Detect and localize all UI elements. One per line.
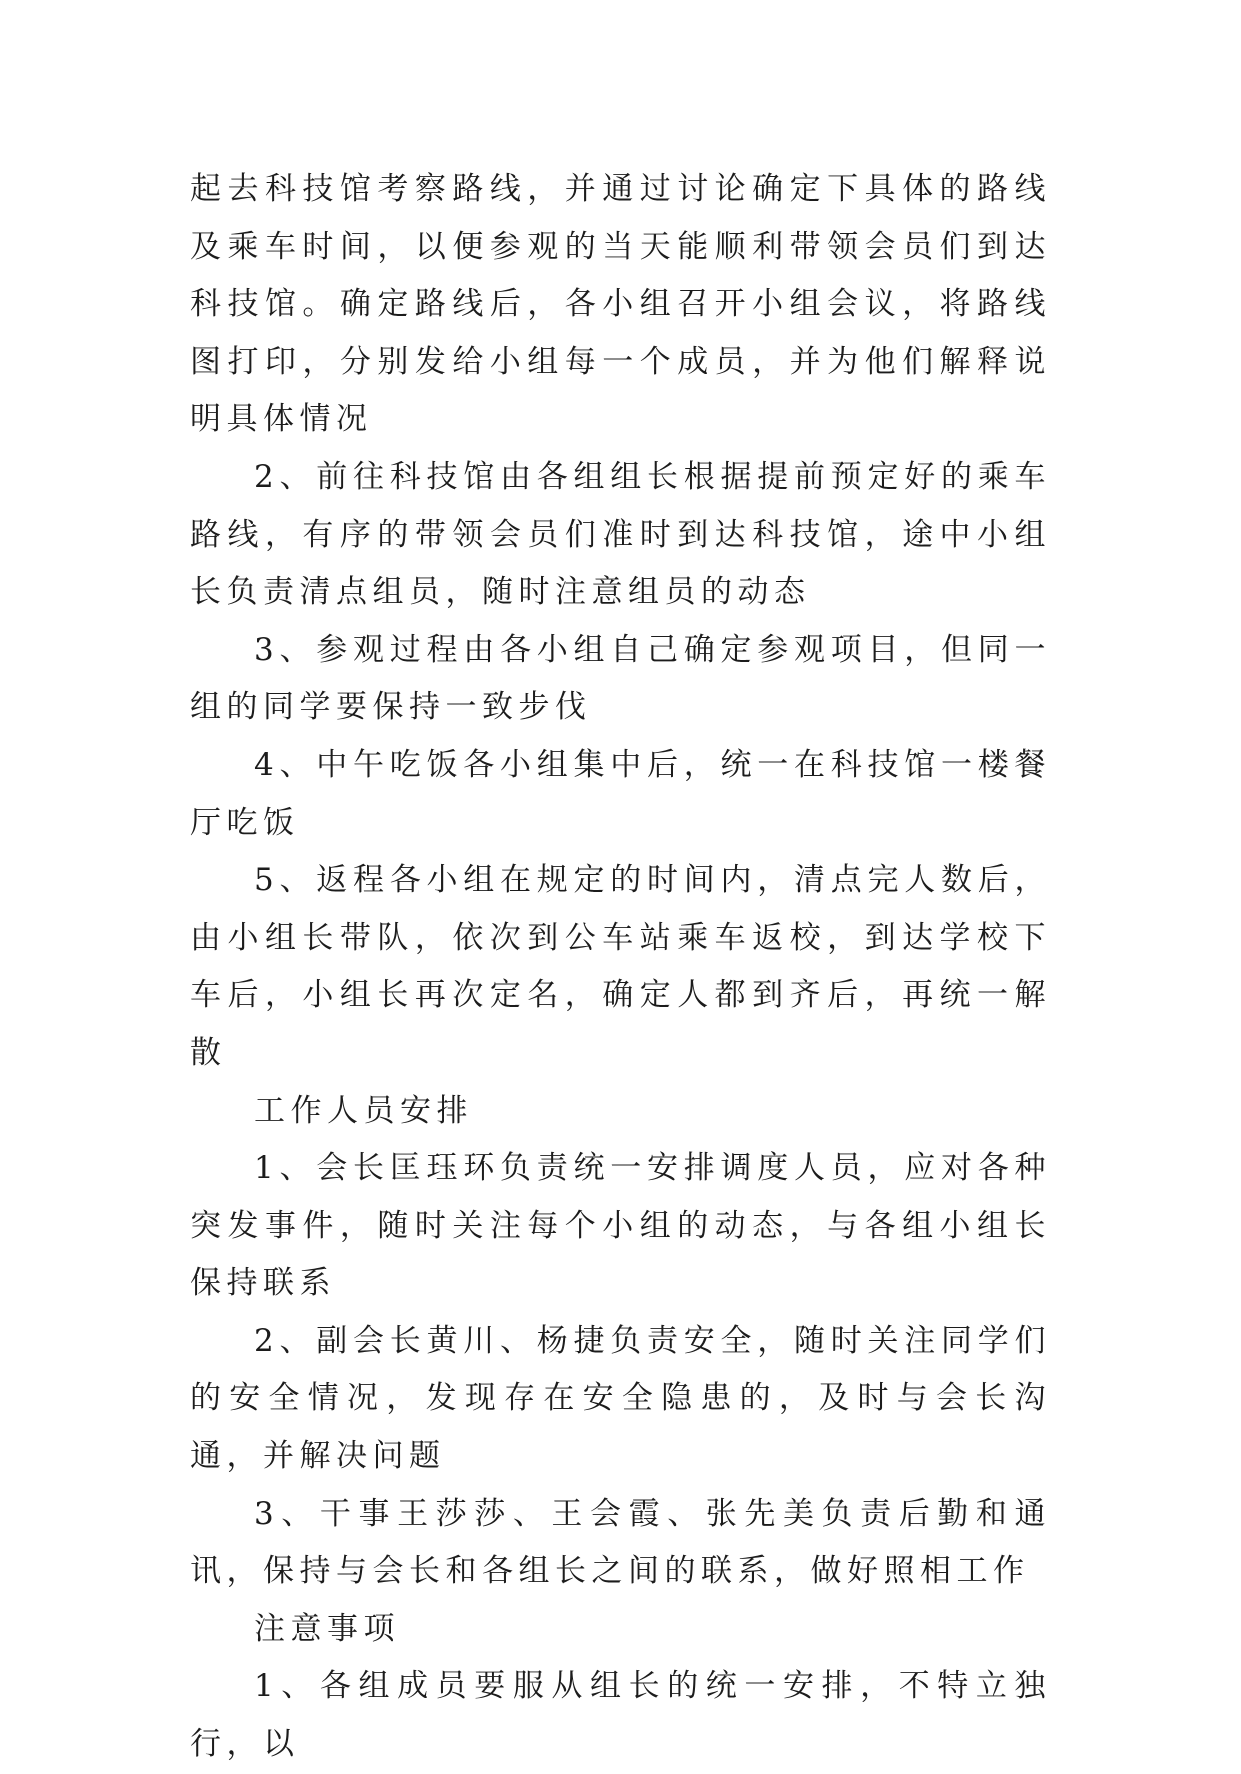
paragraph: 2、副会长黄川、杨捷负责安全，随时关注同学们的安全情况，发现存在安全隐患的，及时与会长沟通，并解决问题 <box>190 1322 1051 1475</box>
paragraph: 3、参观过程由各小组自己确定参观项目，但同一组的同学要保持一致步伐 <box>190 631 1051 726</box>
paragraph: 起去科技馆考察路线，并通过讨论确定下具体的路线及乘车时间，以便参观的当天能顺利带领会员们到达科技馆。确定路线后，各小组召开小组会议，将路线图打印，分别发给小组每一个成员，并为他们解释说明具体情况 <box>190 171 1051 438</box>
section-heading: 注意事项 <box>254 1610 400 1647</box>
paragraph: 1、各组成员要服从组长的统一安排，不特立独行，以 <box>190 1668 1051 1763</box>
section-heading: 工作人员安排 <box>254 1092 473 1129</box>
document-body <box>190 161 1051 1774</box>
paragraph: 4、中午吃饭各小组集中后，统一在科技馆一楼餐厅吃饭 <box>190 746 1051 841</box>
paragraph: 5、返程各小组在规定的时间内，清点完人数后，由小组长带队，依次到公车站乘车返校，到达学校下车后，小组长再次定名，确定人都到齐后，再统一解散 <box>190 862 1051 1071</box>
paragraph: 3、干事王莎莎、王会霞、张先美负责后勤和通讯，保持与会长和各组长之间的联系，做好照相工作 <box>190 1495 1051 1590</box>
paragraph: 2、前往科技馆由各组组长根据提前预定好的乘车路线，有序的带领会员们准时到达科技馆，途中小组长负责清点组员，随时注意组员的动态 <box>190 458 1051 611</box>
paragraph: 1、会长匡珏环负责统一安排调度人员，应对各种突发事件，随时关注每个小组的动态，与各组小组长保持联系 <box>190 1150 1051 1302</box>
